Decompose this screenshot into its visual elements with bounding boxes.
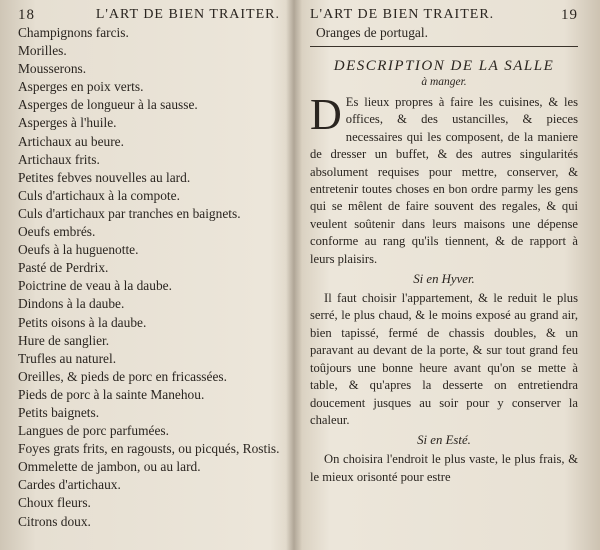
right-running-head <box>310 6 578 24</box>
summer-paragraph: On choisira l'endroit le plus vaste, le plus frais, & le mieux orisonté pour estre <box>310 452 578 484</box>
dish-item: Oeufs embrés. <box>18 224 96 240</box>
dish-item: Asperges de longueur à la sausse. <box>18 97 198 113</box>
dish-item: Choux fleurs. <box>18 495 91 511</box>
summer-heading: Si en Esté. <box>417 433 471 448</box>
dish-item: Oeufs à la huguenotte. <box>18 242 139 258</box>
dish-item: Pieds de porc à la sainte Manehou. <box>18 386 205 402</box>
right-page-number: 19 <box>561 7 578 23</box>
left-running-head <box>18 6 280 24</box>
section-rule <box>310 46 578 47</box>
continued-dish: Oranges de portugal. <box>316 25 428 40</box>
right-page <box>300 0 600 550</box>
intro-text: Es lieux propres à faire les cuisines, & les offices, & des ustancilles, & pieces necessaires qui les composent, de la maniere de dresser un buffet, & des autres singularités absolument requises pour mettre, conserver, & entretenir toutes choses en bon ordre parmy les gens qui se mêlent de faire souvent des regales, & qui veulent soûtenir dans leurs maisons une dépense conforme au rang qu'ils tiennent, & de rapport à leurs plaisirs. <box>310 95 578 266</box>
section-title: DESCRIPTION DE LA SALLE <box>333 58 555 74</box>
left-running-title: L'ART DE BIEN TRAITER. <box>95 7 280 22</box>
dish-item: Asperges en poix verts. <box>18 79 144 95</box>
section-subtitle: à manger. <box>421 76 467 88</box>
dish-item: Asperges à l'huile. <box>18 115 117 131</box>
dish-item: Citrons doux. <box>18 513 91 529</box>
dish-list <box>18 24 280 531</box>
dish-item: Artichaux au beure. <box>18 133 124 149</box>
drop-cap: D <box>310 90 342 139</box>
right-running-title: L'ART DE BIEN TRAITER. <box>310 7 495 22</box>
dish-item: Cardes d'artichaux. <box>18 477 121 493</box>
intro-paragraph <box>310 90 578 268</box>
left-page <box>0 0 290 550</box>
winter-heading: Si en Hyver. <box>413 272 475 287</box>
dish-item: Champignons farcis. <box>18 25 129 40</box>
dish-item: Oreilles, & pieds de porc en fricassées. <box>18 368 227 384</box>
dish-item: Ommelette de jambon, ou au lard. <box>18 459 201 475</box>
dish-item: Foyes grats frits, en ragousts, ou picqués, Rostis. <box>18 441 280 457</box>
dish-item: Petites febves nouvelles au lard. <box>18 169 191 185</box>
dish-item: Langues de porc parfumées. <box>18 423 169 439</box>
dish-item: Culs d'artichaux à la compote. <box>18 187 180 203</box>
dish-item: Dindons à la daube. <box>18 296 125 312</box>
dish-item: Petits oisons à la daube. <box>18 314 147 330</box>
dish-item: Culs d'artichaux par tranches en baignets. <box>18 205 241 221</box>
dish-item: Hure de sanglier. <box>18 332 110 348</box>
dish-item: Morilles. <box>18 43 67 59</box>
dish-item: Trufles au naturel. <box>18 350 117 366</box>
dish-item: Artichaux frits. <box>18 151 100 167</box>
dish-item: Poictrine de veau à la daube. <box>18 278 172 294</box>
winter-paragraph: Il faut choisir l'appartement, & le reduit le plus serré, le plus chaud, & le moins exposé au grand air, bien tapissé, fermé de chassis doubles, & un paravant au devant de la porte, & sur tout grand feu toûjours une bonne heure avant qu'on se mette à table, & qu'apres la desserte on entretiendra doucement jusques au soir pour y conserver la chaleur. <box>310 291 578 427</box>
dish-item: Petits baignets. <box>18 404 100 420</box>
dish-item: Mousserons. <box>18 61 87 77</box>
left-page-number: 18 <box>18 7 35 23</box>
dish-item: Pasté de Perdrix. <box>18 260 109 276</box>
